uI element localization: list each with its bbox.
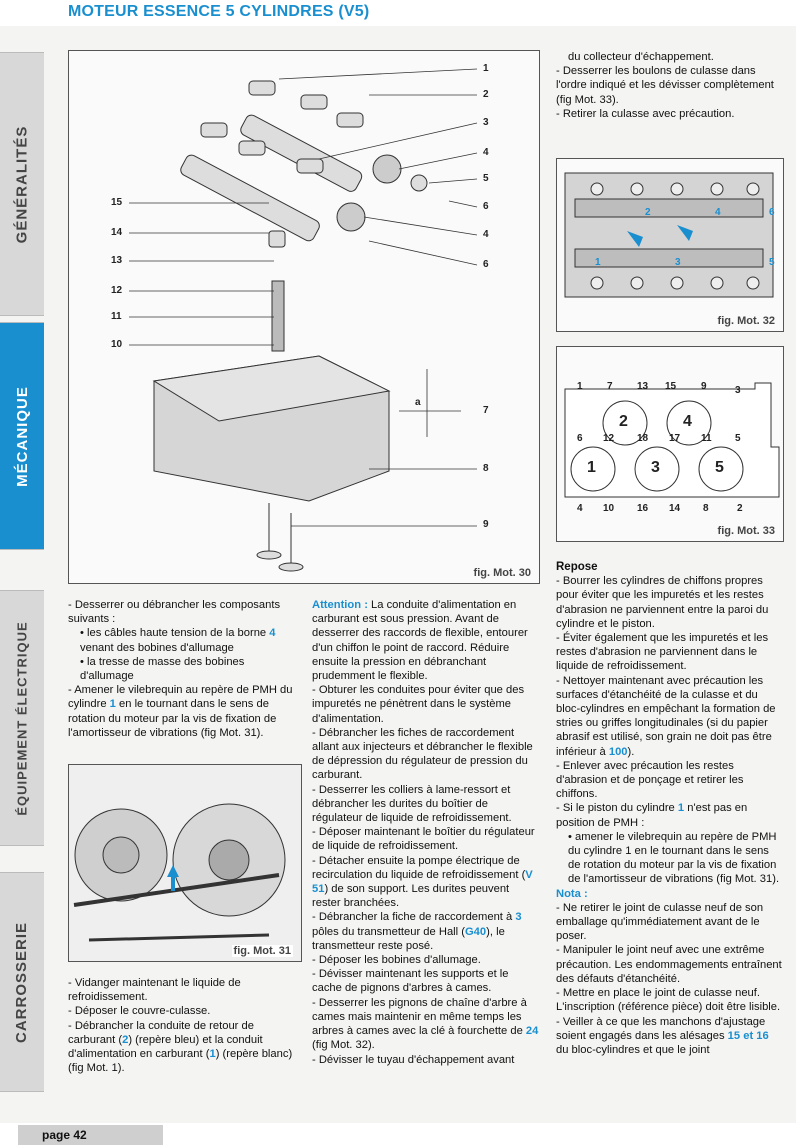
text-run: en le tournant dans le sens de rotation du moteur par la vis de fixation de l'amortisseur de vibrations (fig Mot. 31). — [68, 698, 277, 739]
paragraph — [68, 1019, 298, 1076]
paragraph: - Obturer les conduites pour éviter que des impuretés ne pénètrent dans le système d'alimentation. — [312, 684, 525, 725]
paragraph: - Desserrer ou débrancher les composants suivants : — [68, 599, 281, 626]
figure-mot-31 — [68, 764, 302, 962]
callout-label: 10 — [111, 339, 123, 350]
paragraph: - Mettre en place le joint de culasse neuf. L'inscription (référence pièce) doit être lisible. — [556, 987, 781, 1014]
paragraph: - Desserrer les colliers à lame-ressort et débrancher les durites du boîtier de régulateur de liquide de refroidissement. — [312, 783, 512, 825]
paragraph: - Éviter également que les impuretés et les restes d'abrasion ne parviennent dans le liquide de refroidissement. — [556, 632, 769, 673]
paragraph — [312, 996, 540, 1053]
text-column-1 — [68, 598, 298, 740]
bolt-order-number: 7 — [607, 381, 613, 392]
ref-number: 1 — [209, 1048, 216, 1061]
callout-label: a — [415, 397, 421, 408]
ref-number: 3 — [515, 911, 522, 924]
paragraph: - Dévisser maintenant les supports et le cache de pignons d'arbres à cames. — [312, 968, 509, 995]
callout-label: 2 — [483, 89, 489, 100]
bolt-order-number: 16 — [637, 503, 649, 514]
page-title: MOTEUR ESSENCE 5 CYLINDRES (V5) — [68, 3, 370, 20]
bolt-order-number: 8 — [703, 503, 709, 514]
text-run: - Nettoyer maintenant avec précaution les surfaces d'étanchéité de la culasse et du bloc-cylindres en empêchant la formation de stries ou griffes longitudinales (si du papier abrasif est utilisé, son grain ne doit pas être inférieur à — [556, 674, 776, 758]
figure-mot-30 — [68, 50, 540, 584]
side-tab-label: GÉNÉRALITÉS — [13, 125, 31, 243]
text-run: pôles du transmetteur de Hall ( — [312, 925, 465, 938]
callout-label: 15 — [111, 197, 123, 208]
paragraph — [312, 598, 540, 683]
paragraph: • amener le vilebrequin au repère de PMH du cylindre 1 en le tournant dans le sens de rotation du moteur par la vis de fixation de l'amortisseur de vibrations (fig Mot. 31). — [568, 830, 780, 886]
cylinder-number: 2 — [619, 413, 628, 430]
bolt-order-number: 11 — [701, 433, 712, 444]
paragraph: - Manipuler le joint neuf avec une extrême précaution. Les endommagements entraînent des défauts d'étanchéité. — [556, 944, 782, 985]
text-run: - Desserrer les pignons de chaîne d'arbre à cames mais maintenir en même temps les arbres à cames avec la clé à fourchette de — [312, 996, 527, 1038]
callout-label: 4 — [483, 147, 489, 158]
text-run: ) (repère bleu) et la conduit d'alimentation en carburant ( — [68, 1033, 263, 1061]
bolt-order-number: 6 — [577, 433, 583, 444]
bolt-order-number: 5 — [735, 433, 741, 444]
cylinder-number: 1 — [587, 459, 596, 476]
bolt-order-number: 3 — [735, 385, 741, 396]
section-heading: Repose — [556, 561, 598, 573]
ref-number: 4 — [269, 627, 276, 640]
paragraph: - Retirer la culasse avec précaution. — [556, 107, 735, 120]
side-tab-generalites[interactable] — [0, 52, 44, 316]
paragraph — [68, 626, 298, 654]
text-run: - Amener le vilebrequin au repère de PMH du cylindre — [68, 684, 293, 711]
header-bar — [0, 0, 796, 26]
text-column-2 — [312, 598, 540, 1067]
bolt-number: 5 — [769, 257, 775, 268]
callout-label: 9 — [483, 519, 489, 530]
paragraph: - Dévisser le tuyau d'échappement avant — [312, 1053, 515, 1066]
attention-label: Attention : — [312, 599, 368, 611]
text-run: ), le transmetteur reste posé. — [312, 925, 505, 952]
bolt-number: 1 — [595, 257, 601, 268]
paragraph — [312, 910, 540, 953]
bolt-number: 6 — [769, 207, 775, 218]
side-tab-equipement-electrique[interactable] — [0, 590, 44, 846]
side-tab-label: CARROSSERIE — [13, 921, 31, 1043]
cylinder-number: 5 — [715, 459, 724, 476]
cylinder-number: 3 — [651, 459, 660, 476]
bolt-order-number: 4 — [577, 503, 583, 514]
crankshaft-pulley-photo — [69, 765, 301, 961]
callout-label: 6 — [483, 201, 489, 212]
bolt-order-number: 1 — [577, 381, 583, 392]
text-run: - Veiller à ce que les manchons d'ajustage soient engagés dans les alésages — [556, 1015, 766, 1042]
paragraph: - Enlever avec précaution les restes d'abrasion et de ponçage et retirer les chiffons. — [556, 759, 744, 801]
bolt-order-number: 10 — [603, 503, 615, 514]
text-run: - Débrancher la fiche de raccordement à — [312, 911, 516, 924]
text-run: ). — [627, 745, 635, 758]
text-column-3-top — [556, 50, 784, 121]
text-run: - Si le piston du cylindre — [556, 802, 678, 815]
text-run: du bloc-cylindres et que le joint — [556, 1043, 710, 1056]
callout-label: 3 — [483, 117, 489, 128]
text-run: venant des bobines d'allumage — [80, 641, 234, 654]
nota-label: Nota : — [556, 887, 588, 900]
paragraph: • la tresse de masse des bobines d'allumage — [80, 655, 245, 683]
paragraph: - Desserrer les boulons de culasse dans l'ordre indiqué et les dévisser complètement (fig Mot. 33). — [556, 65, 774, 106]
ref-number: G40 — [464, 925, 487, 938]
callout-label: 5 — [483, 173, 489, 184]
paragraph: - Vidanger maintenant le liquide de refroidissement. — [68, 977, 241, 1004]
ref-number: 15 et 16 — [727, 1029, 769, 1042]
callout-label: 6 — [483, 259, 489, 270]
ref-number: V 51 — [312, 868, 533, 896]
paragraph — [556, 1015, 784, 1058]
callout-label: 14 — [111, 227, 123, 238]
paragraph — [556, 674, 784, 759]
side-tab-label: ÉQUIPEMENT ÉLECTRIQUE — [14, 620, 30, 816]
paragraph: - Débrancher les fiches de raccordement allant aux injecteurs et débrancher le flexible de dépression du régulateur de pression du carburant. — [312, 726, 533, 782]
paragraph: - Bourrer les cylindres de chiffons propres pour éviter que les impuretés et les restes d'abrasion ne parviennent entre la paroi du cylindre et le piston. — [556, 575, 769, 630]
bolt-order-number: 2 — [737, 503, 743, 514]
paragraph: du collecteur d'échappement. — [568, 51, 714, 63]
figure-mot-32 — [556, 158, 784, 332]
text-run: ) de son support. Les durites peuvent rester branchées. — [312, 883, 510, 910]
paragraph: - Ne retirer le joint de culasse neuf de son emballage qu'immédiatement avant de le poser. — [556, 901, 764, 943]
figure-caption: fig. Mot. 31 — [233, 945, 291, 957]
figure-caption: fig. Mot. 30 — [473, 567, 531, 579]
ref-number: 2 — [122, 1033, 129, 1046]
bolt-order-number: 14 — [669, 503, 681, 514]
figure-caption: fig. Mot. 33 — [717, 525, 775, 537]
text-column-1b — [68, 976, 298, 1075]
bolt-order-number: 17 — [669, 433, 681, 444]
bolt-number: 3 — [675, 257, 681, 268]
side-tab-carrosserie[interactable] — [0, 872, 44, 1092]
text-run: - Débrancher la conduite de retour de carburant ( — [68, 1019, 254, 1046]
bolt-order-number: 13 — [637, 381, 649, 392]
text-run: La conduite d'alimentation en carburant est sous pression. Avant de desserrer des raccords de flexible, entourer d'un chiffon le point de raccord. Réduire ensuite la pression en débranchant prudemment le flexible. — [312, 599, 528, 683]
side-tab-label: MÉCANIQUE — [13, 385, 31, 487]
cylinder-head-top-view — [557, 159, 783, 331]
bolt-number: 4 — [715, 207, 721, 218]
bolt-order-number: 12 — [603, 433, 615, 444]
text-run: (fig Mot. 32). — [312, 1039, 375, 1052]
callout-label: 12 — [111, 285, 123, 296]
bolt-number: 2 — [645, 207, 651, 218]
figure-mot-33 — [556, 346, 784, 542]
bolt-order-number: 9 — [701, 381, 707, 392]
footer — [0, 1123, 796, 1145]
text-run: ) (repère blanc) (fig Mot. 1). — [68, 1048, 293, 1075]
paragraph — [312, 854, 540, 911]
paragraph — [68, 683, 298, 740]
paragraph — [556, 801, 784, 829]
text-column-3 — [556, 556, 784, 1057]
paragraph: - Déposer les bobines d'allumage. — [312, 954, 481, 967]
text-run: • les câbles haute tension de la borne — [80, 627, 270, 640]
side-tab-mecanique[interactable] — [0, 322, 44, 550]
callout-label: 7 — [483, 405, 489, 416]
callout-label: 4 — [483, 229, 489, 240]
figure-caption: fig. Mot. 32 — [717, 315, 775, 327]
text-run: - Détacher ensuite la pompe électrique de recirculation du liquide de refroidissement ( — [312, 854, 526, 881]
bolt-order-number: 18 — [637, 433, 649, 444]
callout-label: 11 — [111, 311, 122, 322]
page-number: page 42 — [18, 1125, 163, 1145]
ref-number: 1 — [677, 802, 685, 815]
paragraph: - Déposer le couvre-culasse. — [68, 1005, 211, 1018]
engine-exploded-diagram — [69, 51, 539, 583]
callout-label: 8 — [483, 463, 489, 474]
ref-number: 1 — [109, 698, 116, 711]
bolt-order-number: 15 — [665, 381, 677, 392]
paragraph: - Déposer maintenant le boîtier du régulateur de liquide de refroidissement. — [312, 826, 535, 853]
callout-label: 13 — [111, 255, 123, 266]
text-run: n'est pas en position de PMH : — [556, 802, 748, 829]
ref-number: 100 — [608, 745, 628, 758]
ref-number: 24 — [525, 1025, 539, 1038]
callout-label: 1 — [483, 63, 489, 74]
cylinder-number: 4 — [683, 413, 692, 430]
